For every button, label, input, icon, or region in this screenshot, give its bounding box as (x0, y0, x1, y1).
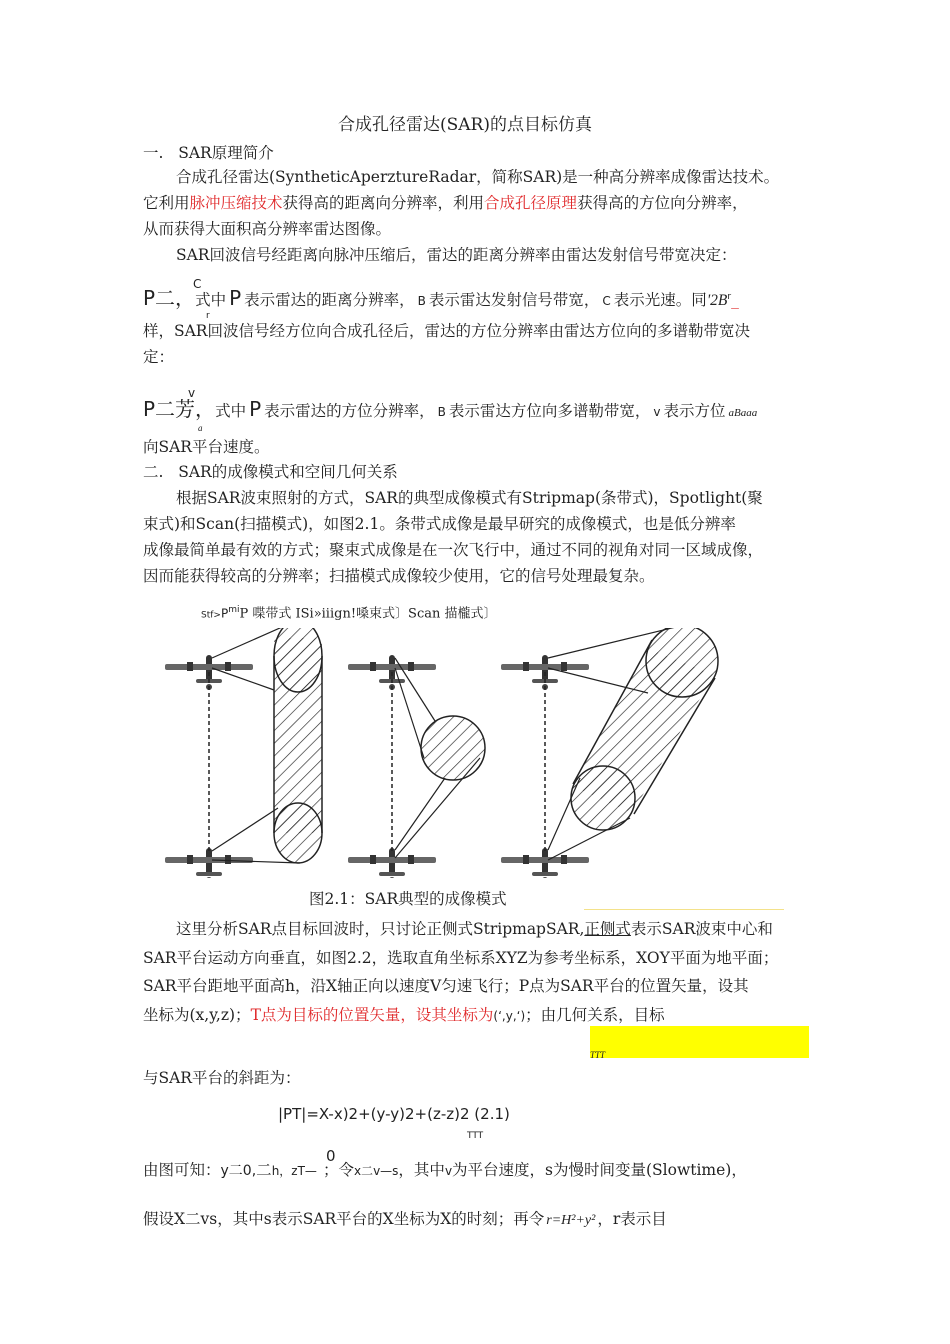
formula-1-mid: 式中 (195, 291, 227, 310)
paragraph-5-line-4: 因而能获得较高的分辨率；扫描模式成像较少使用，它的信号处理最复杂。 (143, 567, 655, 585)
formula-2-sub: aBaaa (728, 407, 758, 419)
p6-text-c: 表示SAR波束中心和 (630, 920, 773, 938)
formula-2-v: v (188, 386, 196, 400)
formula-2-mid: 式中 (215, 402, 247, 420)
paragraph-9 (143, 1209, 667, 1231)
p8-b: y二0, (220, 1163, 257, 1179)
paragraph-5-line-1: 根据SAR波束照射的方式，SAR的典型成像模式有Stripmap(条带式)，Spotlight(聚 (176, 489, 763, 507)
formula-2-text2: 表示雷达方位向多谱勒带宽， (448, 402, 651, 420)
paragraph-6-line-4 (143, 1005, 665, 1026)
p8-d: h， (271, 1164, 292, 1178)
section-1-heading: 一. SAR原理简介 (143, 144, 274, 162)
pulse-compression-link[interactable]: 脉冲压缩技术 (189, 194, 283, 212)
paragraph-3-line-1: 样，SAR回波信号经方位向合成孔径后，雷达的方位分辨率由雷达方位向的多谱勒带宽决 (143, 322, 750, 340)
p8-e: zT— (291, 1164, 317, 1178)
formula-1-r2: r (727, 292, 732, 302)
p9-a: 假设X二vs，其中s表示SAR平台的X坐标为X的时刻；再令 (143, 1210, 545, 1228)
p8-j: v (444, 1164, 453, 1178)
p9-c: ，r表示目 (597, 1210, 667, 1228)
section-2-heading: 二. SAR的成像模式和空间几何关系 (143, 463, 398, 481)
p6-text-e: T点为目标的位置矢量，设其坐标为 (250, 1006, 494, 1024)
paragraph-8 (143, 1160, 747, 1181)
sar-imaging-modes-figure (160, 628, 730, 878)
p8-zero: 0 (326, 1147, 336, 1165)
paragraph-5-line-3: 成像最简单最有效的方式；聚束式成像是在一次飞行中，通过不同的视角对同一区域成像， (143, 541, 764, 559)
p8-k: 为平台速度，s为慢时间变量(Slowtime)， (452, 1161, 747, 1179)
paragraph-4: 向SAR平台速度。 (143, 438, 270, 456)
p6-ttt: TTT (590, 1050, 606, 1060)
p9-b: r=H²+y² (546, 1213, 596, 1228)
fig-label-a: Stf> (201, 610, 221, 621)
p1-text-a: 它利用 (143, 194, 190, 212)
p6-text-b: 正侧式 (584, 920, 631, 938)
formula-2-text3: 表示方位 (663, 402, 726, 420)
highlight-box (590, 1026, 809, 1058)
paragraph-7: 与SAR平台的斜距为： (143, 1069, 301, 1087)
fig-label-b: P (220, 606, 229, 621)
paragraph-6-line-1 (176, 919, 773, 939)
p8-f: ；令 (322, 1161, 354, 1179)
fig-label-d: P 喋带式 ISi»iiign!嗓束式〕Scan 描櫳式〕 (239, 606, 497, 622)
formula-2-a: a (198, 423, 203, 433)
p6-text-a: 这里分析SAR点目标回波时，只讨论正侧式StripmapSAR, (176, 920, 585, 938)
p8-c: 二 (256, 1161, 272, 1179)
formula-1-frac: '2B (706, 292, 728, 310)
p6-text-f: ；由几何关系，目标 (525, 1006, 665, 1024)
figure-caption: 图2.1：SAR典型的成像模式 (309, 890, 507, 908)
spotlight-diagram (348, 655, 485, 878)
fig-label-c: mi (228, 605, 240, 615)
formula-1-c: C (193, 277, 202, 291)
formula-2-p: P (249, 397, 262, 421)
scan-diagram (501, 628, 718, 878)
formula-1-b: B (417, 294, 426, 309)
p8-g: x二 (353, 1164, 374, 1178)
p6-coords: (‘,y,‘) (493, 1009, 526, 1023)
equation-2-1: |PT|=X-x)2+(y-y)2+(z-z)2 (2.1) (278, 1105, 510, 1123)
figure-mode-labels (201, 600, 496, 625)
stripmap-diagram (165, 628, 322, 878)
formula-2-v2: v (653, 405, 661, 419)
formula-1-r: r (206, 311, 210, 321)
p1-text-c: 获得高的距离向分辨率，利用 (282, 194, 485, 212)
paragraph-6-line-3: SAR平台距地平面高h，沿X轴正向以速度V匀速飞行；P点为SAR平台的位置矢量，设其 (143, 977, 749, 995)
synthetic-aperture-link[interactable]: 合成孔径原理 (484, 194, 578, 212)
paragraph-3-line-2: 定： (143, 348, 175, 366)
formula-1-tail: _ (731, 291, 739, 310)
formula-1-p: P (229, 286, 242, 311)
paragraph-5-line-2: 束式)和Scan(扫描模式)，如图2.1。条带式成像是最早研究的成像模式，也是低分辨率 (143, 515, 736, 533)
formula-1-c2: C (602, 294, 611, 309)
paragraph-1-line-1: 合成孔径雷达(SyntheticAperztureRadar，简称SAR)是一种高分辨率成像雷达技术。 (176, 168, 780, 186)
formula-1-line (143, 287, 739, 311)
formula-1-text: 表示雷达的距离分辨率， (244, 291, 415, 310)
paragraph-1-line-2 (143, 193, 748, 213)
formula-2-text: 表示雷达的方位分辨率， (264, 402, 435, 420)
formula-2-b: B (437, 405, 446, 419)
equation-2-1-sub: TTT (467, 1131, 484, 1141)
formula-1-lhs: P二， (143, 286, 196, 311)
p8-h: v—s (373, 1164, 399, 1178)
p8-a: 由图可知： (143, 1161, 221, 1179)
caption-divider (584, 909, 784, 910)
paragraph-2: SAR回波信号经距离向脉冲压缩后，雷达的距离分辨率由雷达发射信号带宽决定： (176, 246, 737, 264)
p6-text-d: 坐标为(x,y,z)； (143, 1006, 251, 1024)
formula-1-text2: 表示雷达发射信号带宽， (428, 291, 600, 310)
p1-text-e: 获得高的方位向分辨率， (577, 194, 748, 212)
paragraph-6-line-2: SAR平台运动方向垂直，如图2.2，选取直角坐标系XYZ为参考坐标系，XOY平面为地平面； (143, 949, 779, 967)
p8-i: ，其中 (398, 1161, 445, 1179)
formula-2-line (143, 399, 757, 423)
formula-1-text3: 表示光速。同 (613, 291, 707, 310)
formula-2-lhs: P二芳， (143, 397, 216, 421)
paragraph-1-line-3: 从而获得大面积高分辨率雷达图像。 (143, 220, 392, 238)
page-title: 合成孔径雷达(SAR)的点目标仿真 (338, 115, 592, 135)
